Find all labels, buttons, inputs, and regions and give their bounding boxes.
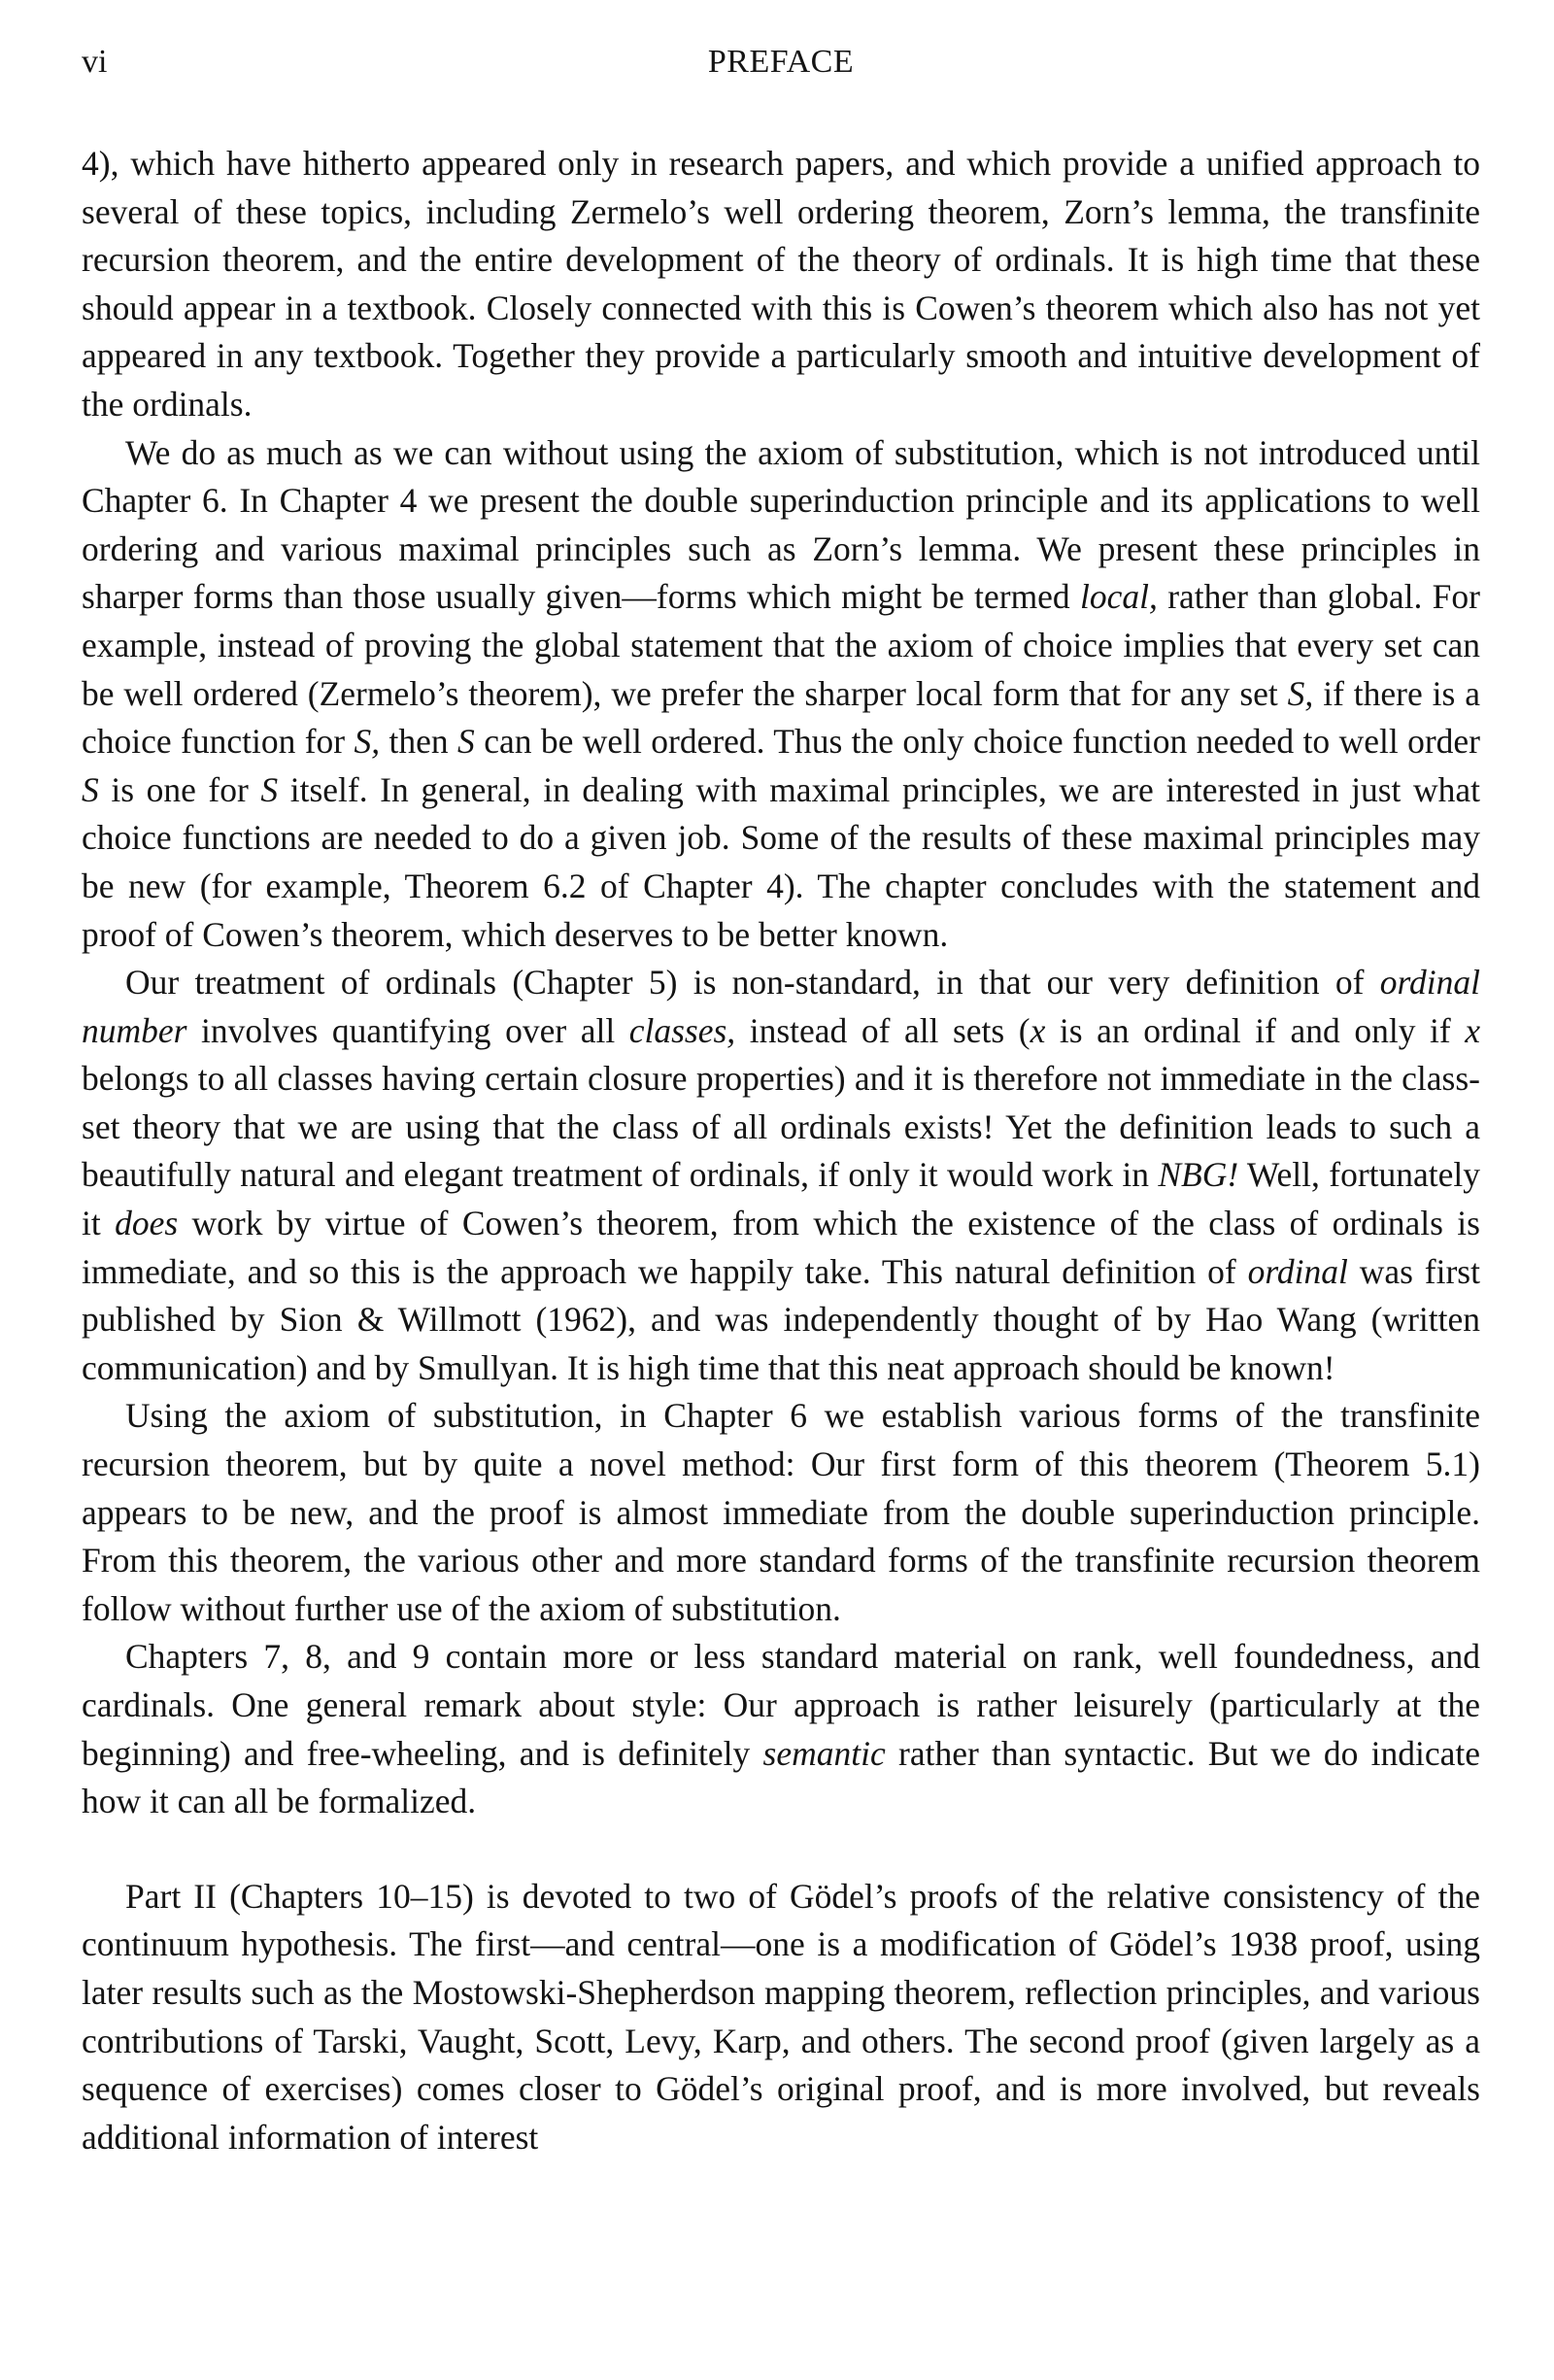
body-text <box>82 140 1480 2161</box>
text-run: Using the axiom of substitution, in Chapter 6 we establish various forms of the transfinite recursion theorem, but by quite a novel method: Our first form of this theorem (Theorem 5.1) appears to be new, and the proof is almost immediate from the double superinduction principle. From this theorem, the various other and more standard forms of the transfinite recursion theorem follow without further use of the axiom of substitution. <box>82 1396 1480 1628</box>
text-run: can be well ordered. Thus the only choice function needed to well order <box>474 722 1480 762</box>
text-run: if there is a choice function for <box>82 673 1480 762</box>
paragraph-continuation <box>82 140 1480 429</box>
text-run: Well, fortunately it <box>82 1155 1480 1243</box>
paragraph-ordinals <box>82 959 1480 1392</box>
italic-text-run: S <box>260 769 279 809</box>
paragraph-part-two <box>82 1873 1480 2162</box>
text-run: instead of all sets ( <box>735 1010 1030 1050</box>
text-run: Our treatment of ordinals (Chapter 5) is non-standard, in that our very definition of <box>125 963 1380 1003</box>
paragraph-axiom-of-substitution <box>82 429 1480 960</box>
italic-text-run: classes, <box>628 1010 736 1050</box>
text-run: work by virtue of Cowen’s theorem, from which the existence of the class of ordinals is immediate, and so this is the approach we happily take. This natural definition of <box>82 1204 1480 1291</box>
page-number: vi <box>82 44 108 80</box>
text-run: then <box>380 722 458 762</box>
text-run: belongs to all classes having certain closure properties) and it is therefore not immediate in the class-set theory that we are using that the class of all ordinals exists! Yet the definition leads to such a beautifully natural and elegant treatment of ordinals, if only it would work in <box>82 1059 1480 1195</box>
book-page <box>82 37 1480 2161</box>
text-run: We do as much as we can without using the axiom of substitution, which is not introduced until Chapter 6. In Chapter 4 we present the double superinduction principle and its applications to well ordering and various maximal principles such as Zorn’s lemma. We present these principles in sharper forms than those usually given—forms which might be termed <box>82 432 1480 617</box>
paragraph-transfinite-recursion <box>82 1392 1480 1633</box>
italic-text-run: S, <box>354 722 381 762</box>
italic-text-run: x <box>1030 1010 1046 1050</box>
text-run: is an ordinal if and only if <box>1045 1010 1466 1050</box>
italic-text-run: S, <box>1287 673 1314 713</box>
text-run: rather than syntactic. But we do indicate how it can all be formalized. <box>82 1733 1481 1821</box>
text-run: itself. In general, in dealing with maximal principles, we are interested in just what choice functions are needed to do a given job. Some of the results of these maximal principles may be new (for example, Theorem 6.2 of Chapter 4). The chapter concludes with the statement and proof of Cowen’s theorem, which deserves to be better known. <box>82 769 1480 954</box>
text-run: 4), which have hitherto appeared only in research papers, and which provide a unified approach to several of these topics, including Zermelo’s well ordering theorem, Zorn’s lemma, the transfinite recursion theorem, and the entire development of the theory of ordinals. It is high time that these should appear in a textbook. Closely connected with this is Cowen’s theorem which also has not yet appeared in any textbook. Together they provide a particularly smooth and intuitive development of the ordinals. <box>82 144 1480 424</box>
italic-text-run: ordinal number <box>82 963 1480 1050</box>
italic-text-run: semantic <box>762 1733 886 1773</box>
paragraph-chapters-7-8-9 <box>82 1633 1480 1825</box>
text-run: was first published by Sion & Willmott (1962), and was independently thought of by Hao Wang (written communication) and by Smullyan. It is high time that this neat approach should be known! <box>82 1251 1480 1387</box>
text-run: is one for <box>98 769 261 809</box>
running-head <box>82 37 1480 87</box>
italic-text-run: S <box>82 769 99 809</box>
italic-text-run: does <box>115 1204 179 1243</box>
running-title: PREFACE <box>707 44 855 80</box>
italic-text-run: ordinal <box>1247 1251 1348 1291</box>
italic-text-run: NBG! <box>1158 1155 1239 1195</box>
italic-text-run: S <box>457 722 475 762</box>
italic-text-run: x <box>1465 1010 1480 1050</box>
text-run: involves quantifying over all <box>186 1010 629 1050</box>
text-run: Chapters 7, 8, and 9 contain more or less standard material on rank, well foundedness, and cardinals. One general remark about style: Our approach is rather leisurely (particularly at the beginning) and free-wheeling, and is definitely <box>82 1637 1480 1773</box>
italic-text-run: local, <box>1080 577 1158 617</box>
text-run: Part II (Chapters 10–15) is devoted to two of Gödel’s proofs of the relative consistency of the continuum hypothesis. The first—and central—one is a modification of Gödel’s 1938 proof, using later results such as the Mostowski-Shepherdson mapping theorem, reflection principles, and various contributions of Tarski, Vaught, Scott, Levy, Karp, and others. The second proof (given largely as a sequence of exercises) comes closer to Gödel’s original proof, and is more involved, but reveals additional information of interest <box>82 1876 1480 2157</box>
text-run: rather than global. For example, instead of proving the global statement that the axiom of choice implies that every set can be well ordered (Zermelo’s theorem), we prefer the sharper local form that for any set <box>82 577 1480 713</box>
